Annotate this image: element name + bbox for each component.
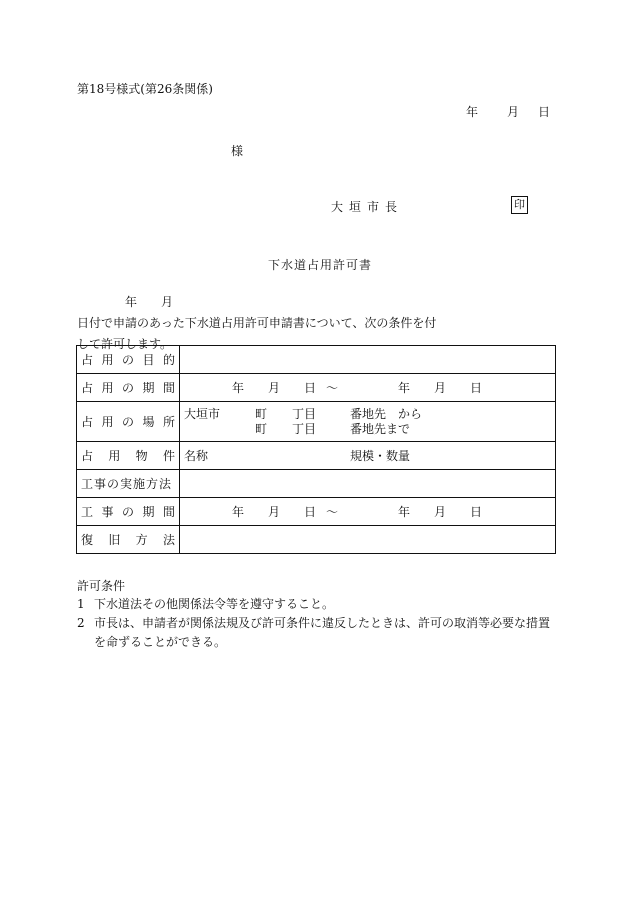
label-char: の <box>121 415 134 429</box>
location-town-2: 町 <box>255 421 268 436</box>
intro-year: 年 <box>125 295 138 309</box>
condition-item-2 <box>77 614 557 652</box>
label-object <box>81 447 175 464</box>
date-year: 年 <box>466 105 479 119</box>
period-start-month: 月 <box>268 381 281 395</box>
label-char: の <box>121 353 134 367</box>
label-char: 目 <box>142 353 155 367</box>
value-work-period <box>180 498 556 526</box>
addressee-suffix: 様 <box>231 144 244 158</box>
row-purpose <box>77 346 556 374</box>
period-end-day: 日 <box>470 381 483 395</box>
label-char: の <box>121 505 134 519</box>
label-purpose <box>81 351 175 368</box>
label-char: 物 <box>135 449 148 463</box>
row-work-period <box>77 498 556 526</box>
conditions-title: 許可条件 <box>77 579 126 593</box>
object-scale-label: 規模・数量 <box>350 449 411 463</box>
label-char: 占 <box>81 353 94 367</box>
permit-table <box>76 345 556 554</box>
issue-date <box>466 103 550 120</box>
object-name-label: 名称 <box>184 449 209 463</box>
label-work-period <box>81 503 175 520</box>
label-char: 用 <box>108 449 121 463</box>
row-object <box>77 442 556 470</box>
document-title: 下水道占用許可書 <box>268 258 373 272</box>
label-period <box>81 379 175 396</box>
label-location <box>81 413 175 430</box>
value-period <box>180 374 556 402</box>
row-location <box>77 402 556 442</box>
label-char: 用 <box>101 415 114 429</box>
value-purpose <box>180 346 556 374</box>
label-char: 旧 <box>108 533 121 547</box>
date-day: 日 <box>538 105 551 119</box>
condition-number: 2 <box>77 616 85 630</box>
seal-mark: 印 <box>511 196 528 214</box>
value-method <box>180 470 556 498</box>
condition-item-1 <box>77 595 557 614</box>
label-char: 間 <box>162 381 175 395</box>
label-char: の <box>121 381 134 395</box>
location-city: 大垣市 <box>184 406 221 421</box>
value-location <box>180 402 556 442</box>
period-tilde: 〜 <box>326 381 339 395</box>
label-char: 事 <box>101 505 114 519</box>
period-end-month: 月 <box>434 381 447 395</box>
value-restoration <box>180 526 556 554</box>
location-chome-1: 丁目 <box>292 406 317 421</box>
location-to: 番地先まで <box>350 421 411 436</box>
intro-month: 月 <box>161 295 174 309</box>
work-end-day: 日 <box>470 505 483 519</box>
label-method: 工事の実施方法 <box>81 477 173 491</box>
date-month: 月 <box>507 105 520 119</box>
location-chome-2: 丁目 <box>292 421 317 436</box>
work-start-month: 月 <box>268 505 281 519</box>
intro-text-line1: 日付で申請のあった下水道占用許可申請書について、次の条件を付 <box>77 316 437 330</box>
row-period <box>77 374 556 402</box>
label-char: 的 <box>162 353 175 367</box>
period-start-day: 日 <box>304 381 317 395</box>
location-town-1: 町 <box>255 406 268 421</box>
label-char: 所 <box>162 415 175 429</box>
label-char: 方 <box>135 533 148 547</box>
work-tilde: 〜 <box>326 505 339 519</box>
form-number: 第18号様式(第26条関係) <box>77 82 213 96</box>
label-char: 件 <box>162 449 175 463</box>
work-end-year: 年 <box>398 505 411 519</box>
label-char: 占 <box>81 415 94 429</box>
label-char: 復 <box>81 533 94 547</box>
issuer-name: 大垣市長 <box>331 200 404 214</box>
label-char: 間 <box>162 505 175 519</box>
work-start-day: 日 <box>304 505 317 519</box>
label-char: 占 <box>81 449 94 463</box>
condition-text: 下水道法その他関係法令等を遵守すること。 <box>94 597 335 611</box>
label-char: 場 <box>142 415 155 429</box>
label-char: 占 <box>81 381 94 395</box>
condition-number: 1 <box>77 597 85 611</box>
intro-text-line2: して許可します。 <box>77 337 173 351</box>
label-restoration <box>81 531 175 548</box>
label-char: 期 <box>142 505 155 519</box>
value-object <box>180 442 556 470</box>
label-char: 法 <box>162 533 175 547</box>
location-from: 番地先 から <box>350 406 423 421</box>
work-end-month: 月 <box>434 505 447 519</box>
label-char: 工 <box>81 505 94 519</box>
period-start-year: 年 <box>232 381 245 395</box>
work-start-year: 年 <box>232 505 245 519</box>
period-end-year: 年 <box>398 381 411 395</box>
condition-text: 市長は、申請者が関係法規及び許可条件に違反したときは、許可の取消等必要な措置を命ずることができる。 <box>94 616 551 649</box>
row-method <box>77 470 556 498</box>
label-char: 期 <box>142 381 155 395</box>
label-char: 用 <box>101 353 114 367</box>
row-restoration <box>77 526 556 554</box>
label-char: 用 <box>101 381 114 395</box>
